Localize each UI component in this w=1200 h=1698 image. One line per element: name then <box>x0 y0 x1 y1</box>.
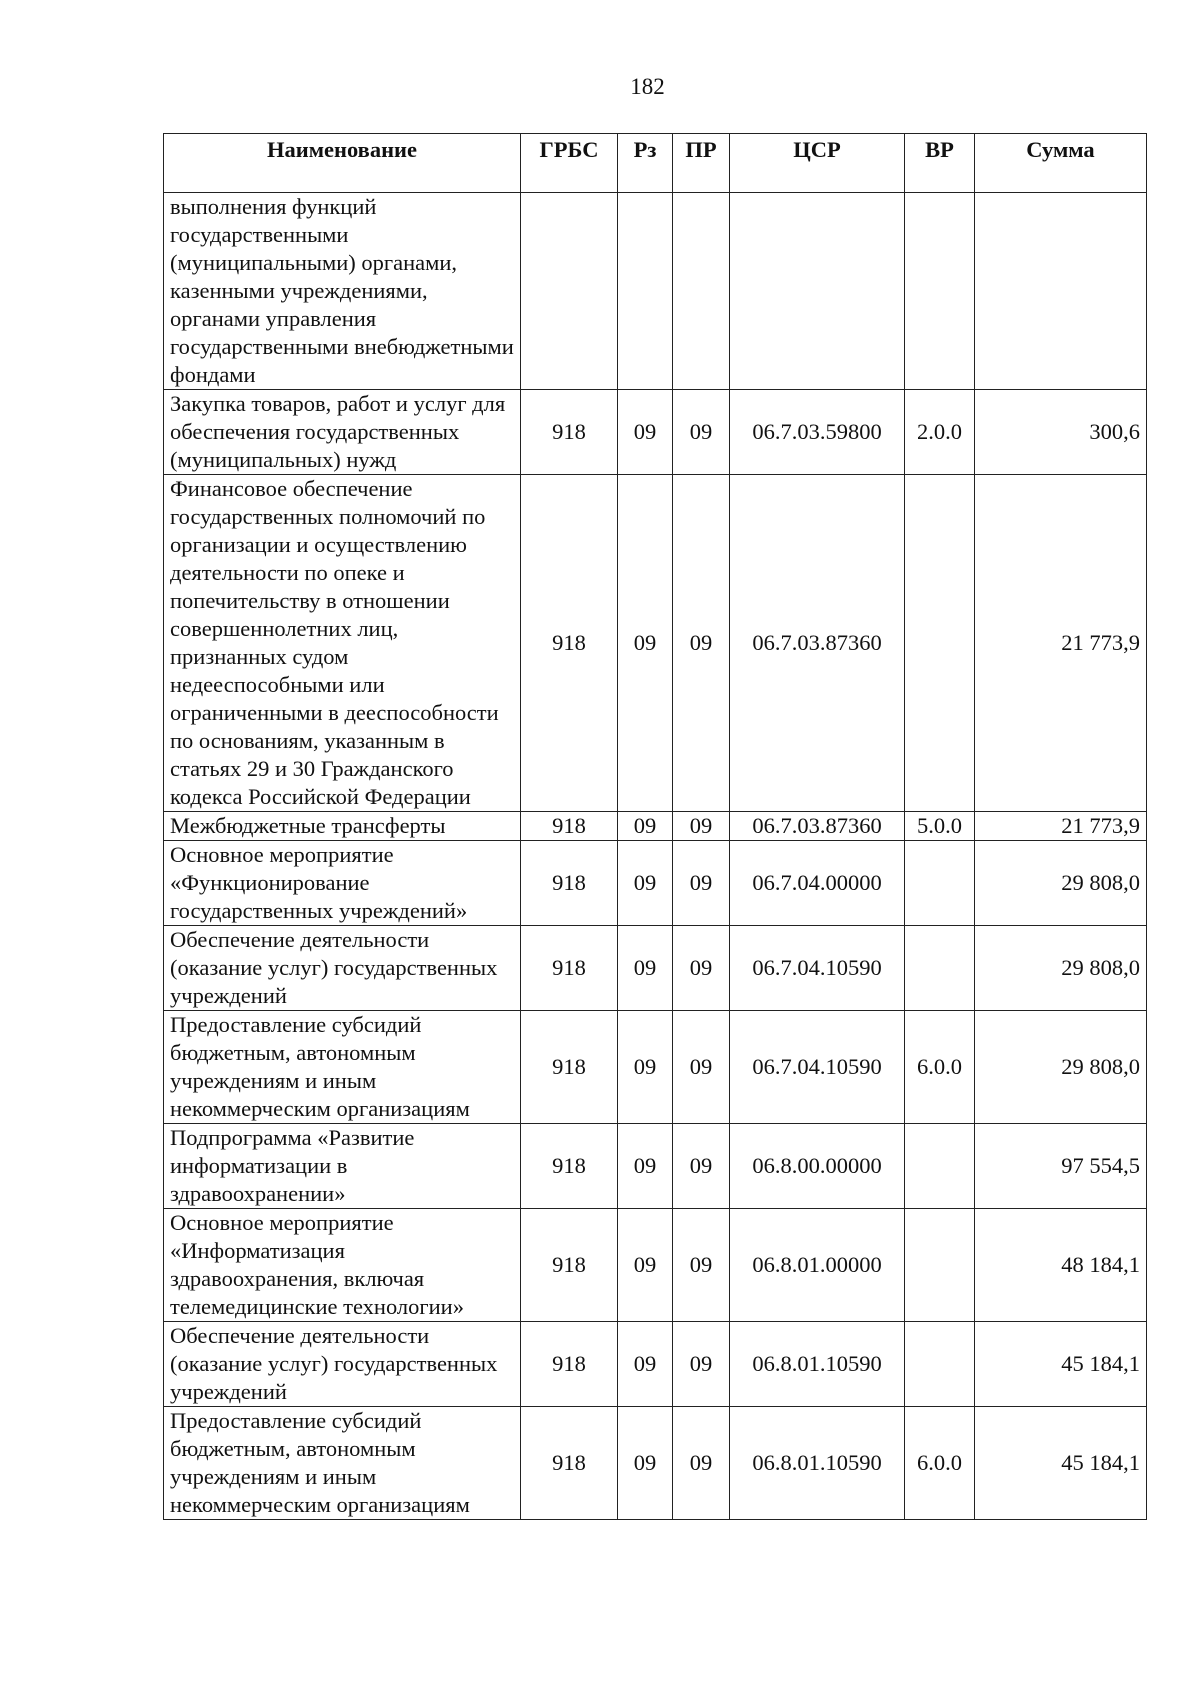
row-pr: 09 <box>673 1407 730 1520</box>
row-rz: 09 <box>618 841 673 926</box>
row-grbs: 918 <box>521 1407 618 1520</box>
row-csr: 06.7.03.59800 <box>730 390 905 475</box>
row-csr: 06.8.01.10590 <box>730 1407 905 1520</box>
row-csr: 06.7.03.87360 <box>730 812 905 841</box>
row-csr: 06.7.04.00000 <box>730 841 905 926</box>
row-csr: 06.8.01.10590 <box>730 1322 905 1407</box>
column-header-rz: Рз <box>618 134 673 193</box>
row-grbs: 918 <box>521 1011 618 1124</box>
row-pr: 09 <box>673 812 730 841</box>
row-sum: 29 808,0 <box>975 1011 1147 1124</box>
row-pr: 09 <box>673 841 730 926</box>
page-number: 182 <box>630 74 665 99</box>
row-grbs: 918 <box>521 841 618 926</box>
row-csr: 06.7.04.10590 <box>730 1011 905 1124</box>
row-grbs: 918 <box>521 475 618 812</box>
row-vr: 5.0.0 <box>905 812 975 841</box>
row-vr <box>905 1124 975 1209</box>
row-vr <box>905 841 975 926</box>
row-sum: 48 184,1 <box>975 1209 1147 1322</box>
row-rz: 09 <box>618 1124 673 1209</box>
row-name: Основное мероприятие «Информатизация здравоохранения, включая телемедицинские технологии» <box>164 1209 521 1322</box>
column-header-grbs: ГРБС <box>521 134 618 193</box>
row-vr: 6.0.0 <box>905 1407 975 1520</box>
row-grbs: 918 <box>521 390 618 475</box>
row-grbs: 918 <box>521 1322 618 1407</box>
row-sum: 45 184,1 <box>975 1322 1147 1407</box>
row-sum: 21 773,9 <box>975 475 1147 812</box>
row-name: Предоставление субсидий бюджетным, автономным учреждениям и иным некоммерческим организациям <box>164 1011 521 1124</box>
row-rz <box>618 193 673 390</box>
row-csr: 06.8.00.00000 <box>730 1124 905 1209</box>
row-name: Финансовое обеспечение государственных полномочий по организации и осуществлению деятельности по опеке и попечительству в отношении совершеннолетних лиц, признанных судом недееспособными или ограниченными в дееспособности по основаниям, указанным в статьях 29 и 30 Гражданского кодекса Российской Федерации <box>164 475 521 812</box>
table-row <box>164 1124 1147 1209</box>
row-name: Подпрограмма «Развитие информатизации в здравоохранении» <box>164 1124 521 1209</box>
row-name: выполнения функций государственными (муниципальными) органами, казенными учреждениями, органами управления государственными внебюджетными фондами <box>164 193 521 390</box>
row-vr: 2.0.0 <box>905 390 975 475</box>
row-grbs: 918 <box>521 926 618 1011</box>
row-pr <box>673 193 730 390</box>
row-sum <box>975 193 1147 390</box>
row-rz: 09 <box>618 1407 673 1520</box>
row-name: Обеспечение деятельности (оказание услуг) государственных учреждений <box>164 1322 521 1407</box>
table-row <box>164 475 1147 812</box>
table-row <box>164 1209 1147 1322</box>
row-rz: 09 <box>618 390 673 475</box>
row-pr: 09 <box>673 390 730 475</box>
table-row <box>164 390 1147 475</box>
table-row <box>164 841 1147 926</box>
row-rz: 09 <box>618 475 673 812</box>
table-row <box>164 812 1147 841</box>
row-pr: 09 <box>673 1322 730 1407</box>
column-header-sum: Сумма <box>975 134 1147 193</box>
row-name: Межбюджетные трансферты <box>164 812 521 841</box>
row-rz: 09 <box>618 926 673 1011</box>
row-sum: 29 808,0 <box>975 926 1147 1011</box>
table-row <box>164 1322 1147 1407</box>
row-sum: 97 554,5 <box>975 1124 1147 1209</box>
row-rz: 09 <box>618 1011 673 1124</box>
row-vr <box>905 1209 975 1322</box>
row-sum: 45 184,1 <box>975 1407 1147 1520</box>
row-grbs: 918 <box>521 1209 618 1322</box>
table-row <box>164 1011 1147 1124</box>
row-vr <box>905 475 975 812</box>
column-header-vr: ВР <box>905 134 975 193</box>
row-pr: 09 <box>673 475 730 812</box>
table-row <box>164 1407 1147 1520</box>
row-csr <box>730 193 905 390</box>
row-vr <box>905 193 975 390</box>
column-header-csr: ЦСР <box>730 134 905 193</box>
row-csr: 06.8.01.00000 <box>730 1209 905 1322</box>
row-name: Обеспечение деятельности (оказание услуг) государственных учреждений <box>164 926 521 1011</box>
row-rz: 09 <box>618 1322 673 1407</box>
row-name: Предоставление субсидий бюджетным, автономным учреждениям и иным некоммерческим организациям <box>164 1407 521 1520</box>
row-grbs: 918 <box>521 812 618 841</box>
column-header-name: Наименование <box>164 134 521 193</box>
row-pr: 09 <box>673 1209 730 1322</box>
row-pr: 09 <box>673 1124 730 1209</box>
row-rz: 09 <box>618 812 673 841</box>
row-rz: 09 <box>618 1209 673 1322</box>
row-sum: 29 808,0 <box>975 841 1147 926</box>
row-vr <box>905 1322 975 1407</box>
row-sum: 300,6 <box>975 390 1147 475</box>
table-row <box>164 926 1147 1011</box>
row-grbs: 918 <box>521 1124 618 1209</box>
row-vr <box>905 926 975 1011</box>
row-sum: 21 773,9 <box>975 812 1147 841</box>
table-row <box>164 193 1147 390</box>
budget-table <box>163 133 1147 1520</box>
row-csr: 06.7.04.10590 <box>730 926 905 1011</box>
table-header-row <box>164 134 1147 193</box>
row-pr: 09 <box>673 926 730 1011</box>
row-pr: 09 <box>673 1011 730 1124</box>
row-name: Закупка товаров, работ и услуг для обеспечения государственных (муниципальных) нужд <box>164 390 521 475</box>
row-csr: 06.7.03.87360 <box>730 475 905 812</box>
row-grbs <box>521 193 618 390</box>
row-name: Основное мероприятие «Функционирование государственных учреждений» <box>164 841 521 926</box>
column-header-pr: ПР <box>673 134 730 193</box>
row-vr: 6.0.0 <box>905 1011 975 1124</box>
